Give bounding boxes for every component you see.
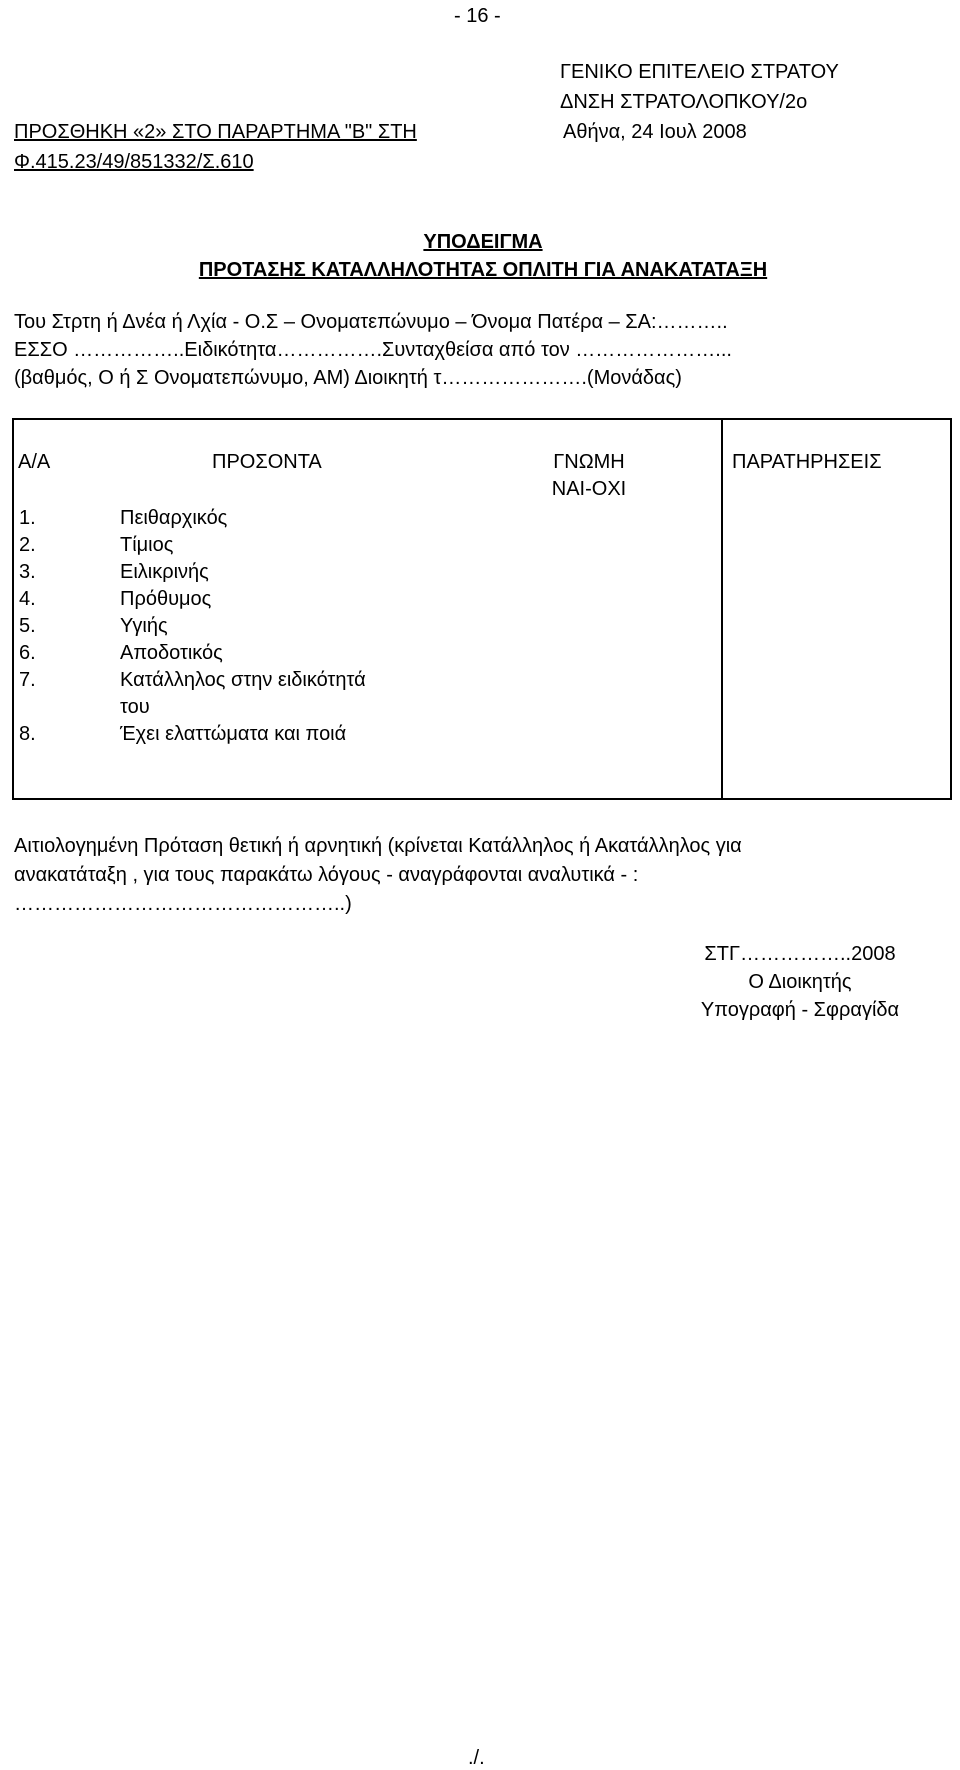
header-gnomi: ΓΝΩΜΗ <box>553 451 625 473</box>
intro-line-2: ΕΣΣΟ ……………..Ειδικότητα…………….Συνταχθείσα από τον …………………... <box>14 339 732 361</box>
proposal-line-2: ανακατάταξη , για τους παρακάτω λόγους - αναγράφονται αναλυτικά - : <box>14 864 639 886</box>
intro-line-3: (βαθμός, Ο ή Σ Ονοματεπώνυμο, ΑΜ) Διοικητή τ………………….(Μονάδας) <box>14 367 682 389</box>
document-title: ΥΠΟΔΕΙΓΜΑ <box>423 231 543 253</box>
header-paratiriseis: ΠΑΡΑΤΗΡΗΣΕΙΣ <box>732 451 882 473</box>
row-label: Υγιής <box>120 615 168 637</box>
intro-line-1: Του Στρτη ή Δνέα ή Λχία - Ο.Σ – Ονοματεπώνυμο – Όνομα Πατέρα – ΣΑ:……….. <box>14 311 728 333</box>
row-label: Κατάλληλος στην ειδικότητά <box>120 669 366 691</box>
row-label: Πειθαρχικός <box>120 507 228 529</box>
row-number: 7. <box>19 669 36 691</box>
row-number: 1. <box>19 507 36 529</box>
proposal-line-1: Αιτιολογημένη Πρόταση θετική ή αρνητική (κρίνεται Κατάλληλος ή Ακατάλληλος για <box>14 835 742 857</box>
column-divider <box>721 420 723 798</box>
row-number: 4. <box>19 588 36 610</box>
row-label: Πρόθυμος <box>120 588 212 610</box>
row-number: 5. <box>19 615 36 637</box>
header-aa: Α/Α <box>18 451 51 473</box>
header-gnomi-options: ΝΑΙ-ΟΧΙ <box>551 478 627 500</box>
signature-role: Ο Διοικητής <box>748 971 852 993</box>
proposal-line-3: …………………………………………..) <box>14 893 352 915</box>
org-line-1: ΓΕΝΙΚΟ ΕΠΙΤΕΛΕΙΟ ΣΤΡΑΤΟΥ <box>560 61 839 83</box>
page-continuation-mark: ./. <box>468 1747 485 1769</box>
row-number: 3. <box>19 561 36 583</box>
row-label: Έχει ελαττώματα και ποιά <box>120 723 347 745</box>
document-date: Αθήνα, 24 Ιουλ 2008 <box>563 121 747 143</box>
qualifications-table <box>12 418 952 800</box>
row-number: 8. <box>19 723 36 745</box>
row-number: 2. <box>19 534 36 556</box>
document-subtitle: ΠΡΟΤΑΣΗΣ ΚΑΤΑΛΛΗΛΟΤΗΤΑΣ ΟΠΛΙΤΗ ΓΙΑ ΑΝΑΚΑΤΑΤΑΞΗ <box>198 259 768 281</box>
row-label-continuation: του <box>120 696 150 718</box>
signature-label: Υπογραφή - Σφραγίδα <box>700 999 900 1021</box>
org-line-2: ΔΝΣΗ ΣΤΡΑΤΟΛΟΠΚΟΥ/2ο <box>560 91 808 113</box>
signature-date: ΣΤΓ……………..2008 <box>704 943 896 965</box>
addendum-reference: ΠΡΟΣΘΗΚΗ «2» ΣΤΟ ΠΑΡΑΡΤΗΜΑ "Β" ΣΤΗ <box>14 121 417 143</box>
row-label: Τίμιος <box>120 534 174 556</box>
page-number: - 16 - <box>454 5 501 27</box>
header-prosonta: ΠΡΟΣΟΝΤΑ <box>212 451 322 473</box>
file-reference: Φ.415.23/49/851332/Σ.610 <box>14 151 254 173</box>
row-label: Ειλικρινής <box>120 561 209 583</box>
row-number: 6. <box>19 642 36 664</box>
row-label: Αποδοτικός <box>120 642 223 664</box>
